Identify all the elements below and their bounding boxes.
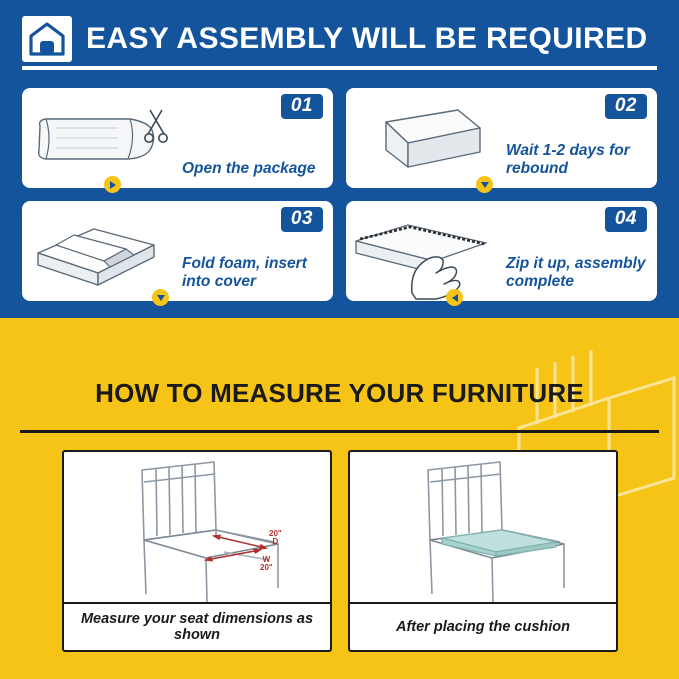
measure-title: HOW TO MEASURE YOUR FURNITURE: [95, 378, 584, 408]
dimension-label-depth: 20" D: [269, 529, 282, 547]
down-arrow-badge: [152, 289, 169, 306]
foam-cushion-illustration: [346, 88, 496, 188]
assembly-header: [22, 12, 657, 70]
step-description: Wait 1-2 days for rebound: [506, 142, 630, 177]
assembly-section: [0, 0, 679, 322]
step-description: Zip it up, assembly complete: [506, 255, 646, 290]
step-description: Fold foam, insert into cover: [182, 255, 307, 290]
hand-zipping-cushion-illustration: [346, 201, 496, 301]
step-description: Open the package: [182, 159, 316, 177]
measure-divider: [20, 430, 659, 433]
chair-with-cushion-illustration: [350, 452, 616, 602]
assembly-step-03: [22, 201, 333, 301]
chair-with-measurement-arrows-illustration: [64, 452, 330, 602]
step-number-badge: 01: [281, 94, 323, 119]
step-number-badge: 02: [605, 94, 647, 119]
measure-card-2: [348, 450, 618, 652]
assembly-step-01-body: [172, 88, 333, 188]
down-arrow-badge: [476, 176, 493, 193]
assembly-step-04: [346, 201, 657, 301]
house-cushion-icon: [22, 16, 72, 62]
measure-card-1: [62, 450, 332, 652]
assembly-steps: [22, 88, 657, 314]
step-number-badge: 03: [281, 207, 323, 232]
assembly-step-row-2: [22, 201, 657, 301]
assembly-step-03-body: [172, 201, 333, 301]
measure-card-1-caption: Measure your seat dimensions as shown: [64, 602, 330, 650]
assembly-step-02-body: [496, 88, 657, 188]
dimension-label-width: W 20": [260, 555, 273, 573]
assembly-step-04-body: [496, 201, 657, 301]
measure-section: [0, 318, 679, 679]
folding-foam-into-cover-illustration: [22, 201, 172, 301]
assembly-step-01: [22, 88, 333, 188]
step-number-badge: 04: [605, 207, 647, 232]
left-arrow-badge: [446, 289, 463, 306]
measure-card-2-caption: After placing the cushion: [350, 602, 616, 650]
right-arrow-badge: [104, 176, 121, 193]
assembly-step-02: [346, 88, 657, 188]
page-title: EASY ASSEMBLY WILL BE REQUIRED: [86, 22, 648, 55]
measure-cards: [62, 450, 618, 652]
assembly-step-row-1: [22, 88, 657, 188]
package-with-scissors-illustration: [22, 88, 172, 188]
